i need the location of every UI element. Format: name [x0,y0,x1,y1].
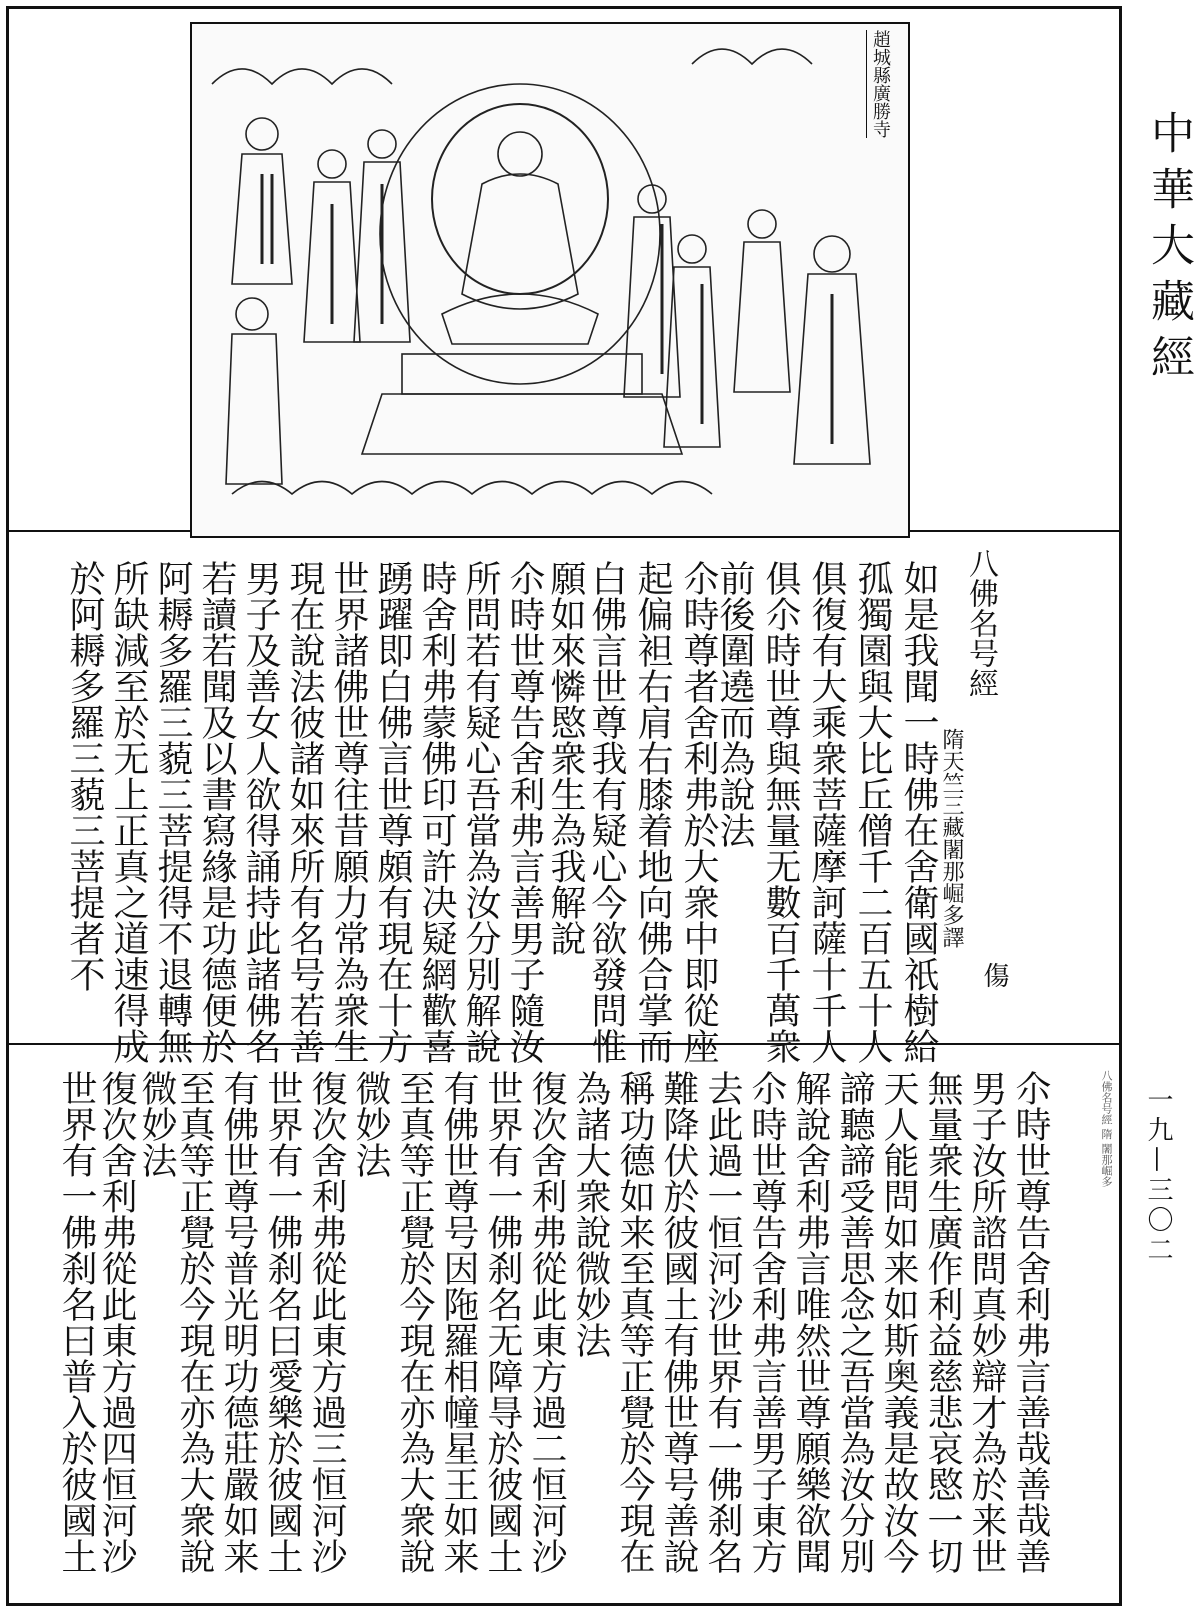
text-column: 去此過一恒河沙世界有一佛刹名 [702,1070,743,1574]
text-column: 復次舍利弗從此東方過三恒河沙 [306,1070,347,1574]
mandorla [380,84,660,384]
text-column: 世界有一佛刹名曰愛樂於彼國土 [262,1070,303,1574]
cloud-ornament [692,49,812,64]
text-column: 無量衆生廣作利益慈悲哀愍一切 [922,1070,963,1574]
text-column: 若讀若聞及以書寫緣是功德便於 [196,560,237,1064]
text-column: 男子汝所諮問真妙辯才為於来世 [966,1070,1007,1574]
text-column: 世界有一佛刹名无障㝵於彼國土 [482,1070,523,1574]
text-column: 復次舍利弗從此東方過二恒河沙 [526,1070,567,1574]
text-column: 尒時世尊告舍利弗言善哉善哉善 [1010,1070,1051,1574]
text-column: 世界諸佛世尊往昔願力常為衆生 [328,560,369,1064]
text-column: 所缺減至於无上正真之道速得成 [108,560,149,1064]
text-column: 至真等正覺於今現在亦為大衆說 [394,1070,435,1574]
altar-steps [362,394,682,454]
margin-mark: 傷 [979,962,1009,988]
text-column: 至真等正覺於今現在亦為大衆說 [174,1070,215,1574]
text-column: 起偏袒右肩右膝着地向佛合掌而 [632,560,673,1064]
woodblock-illustration [190,22,910,538]
lotus-seat [442,294,598,344]
text-column: 時舍利弗蒙佛印可許决疑網歡喜 [416,560,457,1064]
text-column: 孤獨園與大比丘僧千二百五十人 [852,560,893,1064]
text-column: 踴躍即白佛言世尊頗有現在十方 [372,560,413,1064]
buddha-head [498,132,542,176]
collection-title: 中華大藏經 [1143,110,1194,390]
text-column: 諦聽諦受善思念之吾當為汝分別 [834,1070,875,1574]
robe-hatching [262,174,832,444]
margin-note: 八佛名号經 隋 闍那崛多 [1100,1070,1113,1187]
text-column: 男子及善女人欲得誦持此諸佛名 [240,560,281,1064]
text-column: 有佛世尊号因陁羅相幢星王如来 [438,1070,479,1574]
text-column: 復次舍利弗從此東方過四恒河沙 [96,1070,137,1574]
buddha-robe [462,174,578,309]
text-column: 解說舍利弗言唯然世尊願樂欲聞 [790,1070,831,1574]
translator-line: 隋天竺三藏闍那崛多譯 [939,728,964,948]
text-column: 願如來憐愍衆生為我解說 [545,560,586,956]
text-column: 世界有一佛刹名曰普入於彼國土 [56,1070,97,1574]
sutra-title: 八佛名号經 [963,548,998,698]
text-column: 為諸大衆說微妙法 [570,1070,611,1358]
cloud-ornament [212,69,392,84]
text-column: 如是我聞一時佛在舍衛國祇樹給 [898,560,939,1064]
text-column: 尒時尊者舍利弗於大衆中即從座 [678,560,719,1064]
page-number: 一九—三〇二 [1143,1086,1173,1266]
text-column: 微妙法 [136,1070,177,1178]
buddha-assembly-picture [192,24,908,536]
text-column: 所問若有疑心吾當為汝分別解說 [460,560,501,1064]
text-column: 天人能問如来如斯奥義是故汝今 [878,1070,919,1574]
text-column: 於阿耨多羅三藐三菩提者不 [64,560,105,992]
text-column: 阿耨多羅三藐三菩提得不退轉無 [152,560,193,1064]
illustration-caption: 趙城縣廣勝寺 [866,30,891,138]
text-column: 俱尒時世尊與無量无數百千萬衆 [760,560,801,1064]
text-column: 前後圍遶而為說法 [714,560,755,848]
text-column: 難降伏於彼國土有佛世尊号善說 [658,1070,699,1574]
text-column: 現在說法彼諸如來所有名号若善 [284,560,325,1064]
cloud-ornament [232,482,712,495]
text-column: 尒時世尊告舍利弗言善男子東方 [746,1070,787,1574]
text-column: 有佛世尊号普光明功德莊嚴如来 [218,1070,259,1574]
text-column: 尒時世尊告舍利弗言善男子隨汝 [504,560,545,1064]
throne [402,354,642,394]
text-column: 俱復有大乘衆菩薩摩訶薩十千人 [806,560,847,1064]
text-column: 白佛言世尊我有疑心今欲發問惟 [586,560,627,1064]
text-column: 微妙法 [350,1070,391,1178]
text-column: 稱功德如来至真等正覺於今現在 [614,1070,655,1574]
